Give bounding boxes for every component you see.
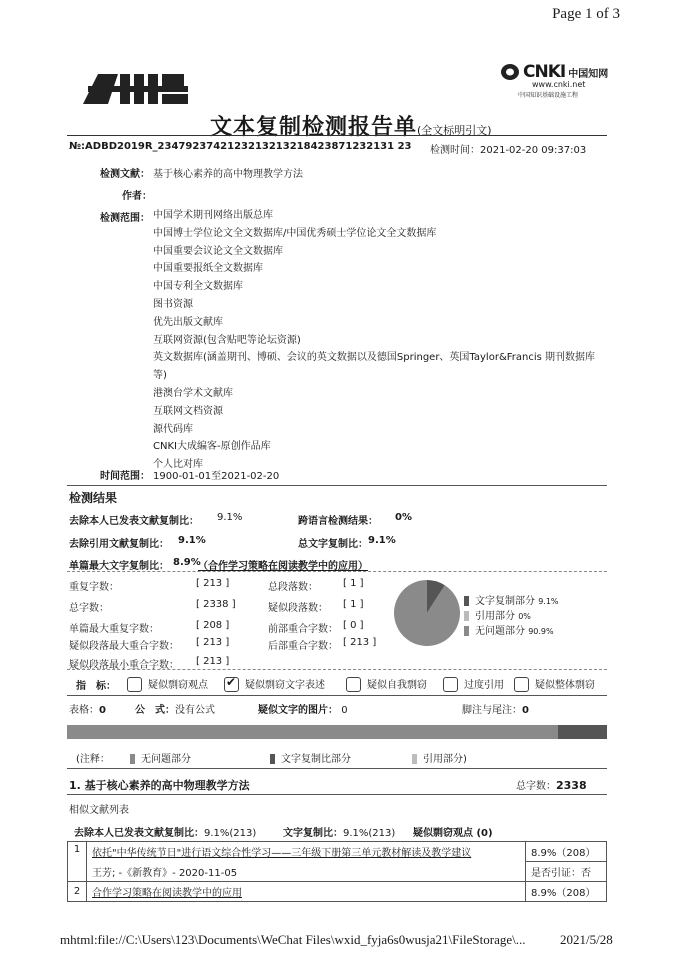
- stat-value: [ 213 ]: [196, 656, 230, 667]
- cnki-emblem-icon: [500, 63, 520, 81]
- stat-value: [ 0 ]: [343, 620, 364, 631]
- pie-legend-item: 引用部分 0%: [464, 609, 559, 624]
- footer-path: mhtml:file://C:\Users\123\Documents\WeChat Files\wxid_fyja6s0wusja21\FileStorage\...: [60, 932, 526, 947]
- similar-title-link[interactable]: 合作学习策略在阅读教学中的应用: [87, 882, 526, 902]
- cnki-cn-name: 中国知网: [568, 68, 609, 80]
- total-label: 总文字复制比：: [298, 539, 368, 550]
- similar-table: [67, 841, 607, 902]
- stat-label: 疑似段落最小重合字数：: [69, 660, 179, 671]
- max-single-value: 8.9%: [173, 557, 201, 568]
- stat-value: [ 213 ]: [196, 637, 230, 648]
- legend-note-prefix: (注释：: [76, 754, 110, 765]
- distribution-bar: [67, 725, 607, 739]
- stat-label: 总字数：: [69, 603, 109, 614]
- max-single-title: （合作学习策略在阅读教学中的应用）: [198, 561, 368, 572]
- indicator-option[interactable]: 疑似整体剽窃: [514, 676, 595, 693]
- images-info: 疑似文字的图片： 0: [258, 705, 348, 716]
- table-row: [68, 842, 607, 862]
- pie-legend-item: 无问题部分 90.9%: [464, 624, 559, 639]
- stat-value: [ 208 ]: [196, 620, 230, 631]
- scope-item: 互联网资源(包含贴吧等论坛资源): [153, 334, 301, 346]
- section-top-rule: [67, 768, 607, 769]
- title-divider: [67, 135, 607, 136]
- cnki-subtitle: 中国知识基础设施工程: [518, 92, 579, 99]
- cnki-logo: CNKI 中国知网 www.cnki.net 中国知识基础设施工程: [500, 62, 620, 99]
- report-title: 文本复制检测报告单(全文标明引文): [210, 115, 492, 140]
- legend-note-clean: 无问题部分: [130, 750, 191, 765]
- results-heading: 检测结果: [69, 491, 118, 505]
- legend-swatch: [130, 754, 135, 764]
- similar-title-link[interactable]: 依托"中华传统节日"进行语文综合性学习——三年级下册第三单元教材解读及教学建议: [87, 842, 526, 862]
- formula-info: 公 式：没有公式: [135, 705, 215, 716]
- indicator-option[interactable]: ✔ 疑似剽窃文字表述: [224, 676, 325, 693]
- scope-item: 优先出版文献库: [153, 316, 223, 328]
- section-title: 1. 基于核心素养的高中物理教学方法: [69, 779, 250, 792]
- legend-note-copy: 文字复制比部分: [270, 750, 351, 765]
- results-dash-rule: [67, 571, 607, 572]
- cite-excl-label: 去除引用文献复制比：: [69, 539, 169, 550]
- pie-chart: [392, 578, 462, 648]
- indicator-option[interactable]: 疑似剽窃观点: [127, 676, 208, 693]
- similar-ratio: 8.9%（208）: [526, 882, 607, 902]
- pie-legend-item: 文字复制部分 9.1%: [464, 594, 559, 609]
- stat-value: [ 213 ]: [343, 637, 377, 648]
- scope-item: CNKI大成编客-原创作品库: [153, 441, 271, 453]
- stat-label: 疑似段落最大重合字数：: [69, 641, 179, 652]
- legend-swatch: [270, 754, 275, 764]
- indicator-option[interactable]: 疑似自我剽窃: [346, 676, 427, 693]
- stat-value: [ 2338 ]: [196, 599, 236, 610]
- similar-ratio: 8.9%（208）: [526, 842, 607, 862]
- stat-label: 前部重合字数：: [268, 624, 338, 635]
- similar-source: 王芳; -《新教育》- 2020-11-05: [87, 862, 526, 882]
- bar-clean-segment: [67, 725, 558, 739]
- results-top-rule: [67, 485, 607, 486]
- stat-label: 总段落数：: [268, 582, 318, 593]
- scope-item: 英文数据库(涵盖期刊、博硕、会议的英文数据以及德国Springer、英国Taylor&Francis 期刊数据库: [153, 352, 596, 364]
- amlc-logo: [78, 66, 193, 106]
- stat-label: 重复字数：: [69, 582, 119, 593]
- doc-value: 基于核心素养的高中物理教学方法: [153, 169, 303, 180]
- doc-label: 检测文献：: [100, 169, 150, 180]
- indicator-option[interactable]: 过度引用: [443, 676, 504, 693]
- legend-swatch: [464, 626, 469, 636]
- row-number: 2: [68, 882, 87, 902]
- stat-label: 后部重合字数：: [268, 641, 338, 652]
- scope-item: 中国专利全文数据库: [153, 281, 243, 293]
- time-value: 1900-01-01至2021-02-20: [153, 471, 280, 482]
- scope-item: 互联网文档资源: [153, 405, 223, 417]
- scope-item: 图书资源: [153, 298, 193, 310]
- stat-value: [ 1 ]: [343, 599, 364, 610]
- scope-item: 个人比对库: [153, 459, 203, 471]
- scope-item: 港澳台学术文献库: [153, 387, 233, 399]
- similar-cite: 是否引证：否: [526, 862, 607, 882]
- legend-swatch: [412, 754, 417, 764]
- report-title-suffix: (全文标明引文): [417, 124, 492, 137]
- tables-info: 表格：0: [69, 705, 106, 716]
- footer-date: 2021/5/28: [560, 932, 613, 947]
- checkbox-icon: [443, 677, 458, 692]
- cross-lang-value: 0%: [395, 512, 412, 523]
- similar-list-label: 相似文献列表: [69, 805, 129, 816]
- sec-copy-ratio: 文字复制比：9.1%(213): [283, 828, 396, 839]
- self-excl-label: 去除本人已发表文献复制比：: [69, 516, 199, 527]
- checkbox-icon: [346, 677, 361, 692]
- cnki-url: www.cnki.net: [532, 80, 586, 89]
- section-total: 总字数：2338: [516, 779, 587, 792]
- scope-item: 中国重要报纸全文数据库: [153, 263, 263, 275]
- legend-note-cite: 引用部分): [412, 750, 467, 765]
- stat-label: 单篇最大重复字数：: [69, 624, 159, 635]
- table-row: [68, 882, 607, 902]
- scope-list: [153, 207, 613, 474]
- indicator-rule: [67, 695, 607, 696]
- scope-item: 中国博士学位论文全文数据库/中国优秀硕士学位论文全文数据库: [153, 227, 437, 239]
- cross-lang-label: 跨语言检测结果：: [298, 516, 378, 527]
- checkbox-icon: [127, 677, 142, 692]
- total-value: 9.1%: [368, 535, 396, 546]
- scope-label: 检测范围：: [100, 213, 150, 224]
- sec-plag: 疑似剽窃观点 (0): [413, 828, 493, 839]
- checkbox-checked-icon: [224, 677, 239, 692]
- author-label: 作者：: [122, 191, 152, 202]
- time-label: 时间范围：: [100, 471, 150, 482]
- scope-item: 中国重要会议论文全文数据库: [153, 245, 283, 257]
- table-row: [68, 862, 607, 882]
- legend-swatch: [464, 611, 469, 621]
- section-title-rule: [67, 794, 607, 795]
- stat-value: [ 1 ]: [343, 578, 364, 589]
- pie-legend: [464, 594, 559, 639]
- legend-swatch: [464, 596, 469, 606]
- row-number: 1: [68, 842, 87, 882]
- stats-dash-rule: [67, 669, 607, 670]
- check-time: 检测时间：2021-02-20 09:37:03: [430, 145, 587, 156]
- pie-slice-2: [394, 580, 460, 646]
- bar-copy-segment: [558, 725, 607, 739]
- checkbox-icon: [514, 677, 529, 692]
- indicator-label: 指 标：: [76, 681, 116, 692]
- stat-label: 疑似段落数：: [268, 603, 328, 614]
- sec-self-excl: 去除本人已发表文献复制比：9.1%(213): [74, 828, 257, 839]
- cite-excl-value: 9.1%: [178, 535, 206, 546]
- max-single-label: 单篇最大文字复制比：: [69, 561, 169, 572]
- stat-value: [ 213 ]: [196, 578, 230, 589]
- self-excl-value: 9.1%: [217, 512, 243, 523]
- page-number: Page 1 of 3: [552, 6, 620, 22]
- doc-number: №:ADBD2019R_2347923742123213213218423871232131 23: [69, 141, 412, 152]
- scope-item: 源代码库: [153, 423, 193, 435]
- scope-item: 中国学术期刊网络出版总库: [153, 210, 273, 221]
- notes-info: 脚注与尾注：0: [462, 705, 529, 716]
- scope-item: 等): [153, 370, 167, 382]
